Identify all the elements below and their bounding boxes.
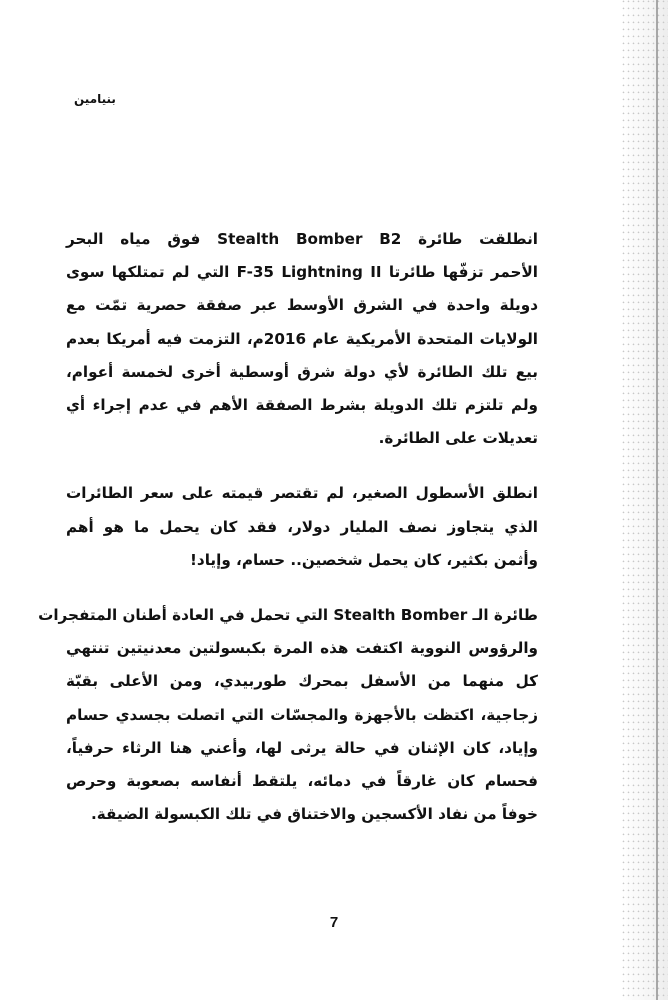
- text-line: والرؤوس النووية اكتفت هذه المرة بكبسولتين معدنيتين تنتهي: [66, 639, 538, 658]
- binding-line: [656, 0, 658, 1000]
- text-line: زجاجية، اكتظت بالأجهزة والمجسّات التي اتصلت بجسدي حسام: [66, 705, 538, 724]
- text-line: طائرة الـ Stealth Bomber التي تحمل في العادة أطنان المتفجرات: [38, 606, 538, 625]
- text-line: خوفاً من نفاد الأكسجين والاختناق في تلك الكبسولة الضيقة.: [91, 805, 538, 824]
- text-line: انطلق الأسطول الصغير، لم تقتصر قيمته على سعر الطائرات: [66, 484, 538, 503]
- text-line: الأحمر تزفّها طائرتا F-35 Lightning II التي لم تمتلكها سوى: [66, 263, 538, 282]
- text-line: الولايات المتحدة الأمريكية عام 2016م، التزمت فيه أمريكا بعدم: [66, 329, 538, 348]
- text-line: كل منهما من الأسفل بمحرك طوربيدي، ومن الأعلى بقبّة: [66, 672, 538, 691]
- page-number: 7: [329, 914, 339, 931]
- paragraph-2: [66, 477, 538, 577]
- text-line: انطلقت طائرة Stealth Bomber B2 فوق مياه البحر: [66, 230, 538, 248]
- paragraph-1: [66, 223, 538, 455]
- text-line: دويلة واحدة في الشرق الأوسط عبر صفقة حصرية تمّت مع: [66, 296, 538, 315]
- text-line: فحسام كان غارقاً في دمائه، يلتقط أنفاسه بصعوبة وحرص: [66, 772, 538, 791]
- paragraph-3: [38, 599, 538, 831]
- text-line: وإياد، كان الإثنان في حالة يرثى لها، وأعني هنا الرثاء حرفياً،: [66, 738, 538, 757]
- text-line: تعديلات على الطائرة.: [378, 429, 538, 448]
- text-line: الذي يتجاوز نصف المليار دولار، فقد كان يحمل ما هو أهم: [66, 517, 538, 536]
- body-text: [38, 223, 538, 831]
- running-head: بنيامين: [74, 92, 116, 106]
- text-line: ولم تلتزم تلك الدويلة بشرط الصفقة الأهم في عدم إجراء أي: [66, 396, 538, 415]
- text-line: وأثمن بكثير، كان يحمل شخصين.. حسام، وإياد!: [190, 550, 538, 569]
- text-line: بيع تلك الطائرة لأي دولة شرق أوسطية أخرى لخمسة أعوام،: [66, 362, 538, 381]
- page-edge-shadow: [622, 0, 668, 1000]
